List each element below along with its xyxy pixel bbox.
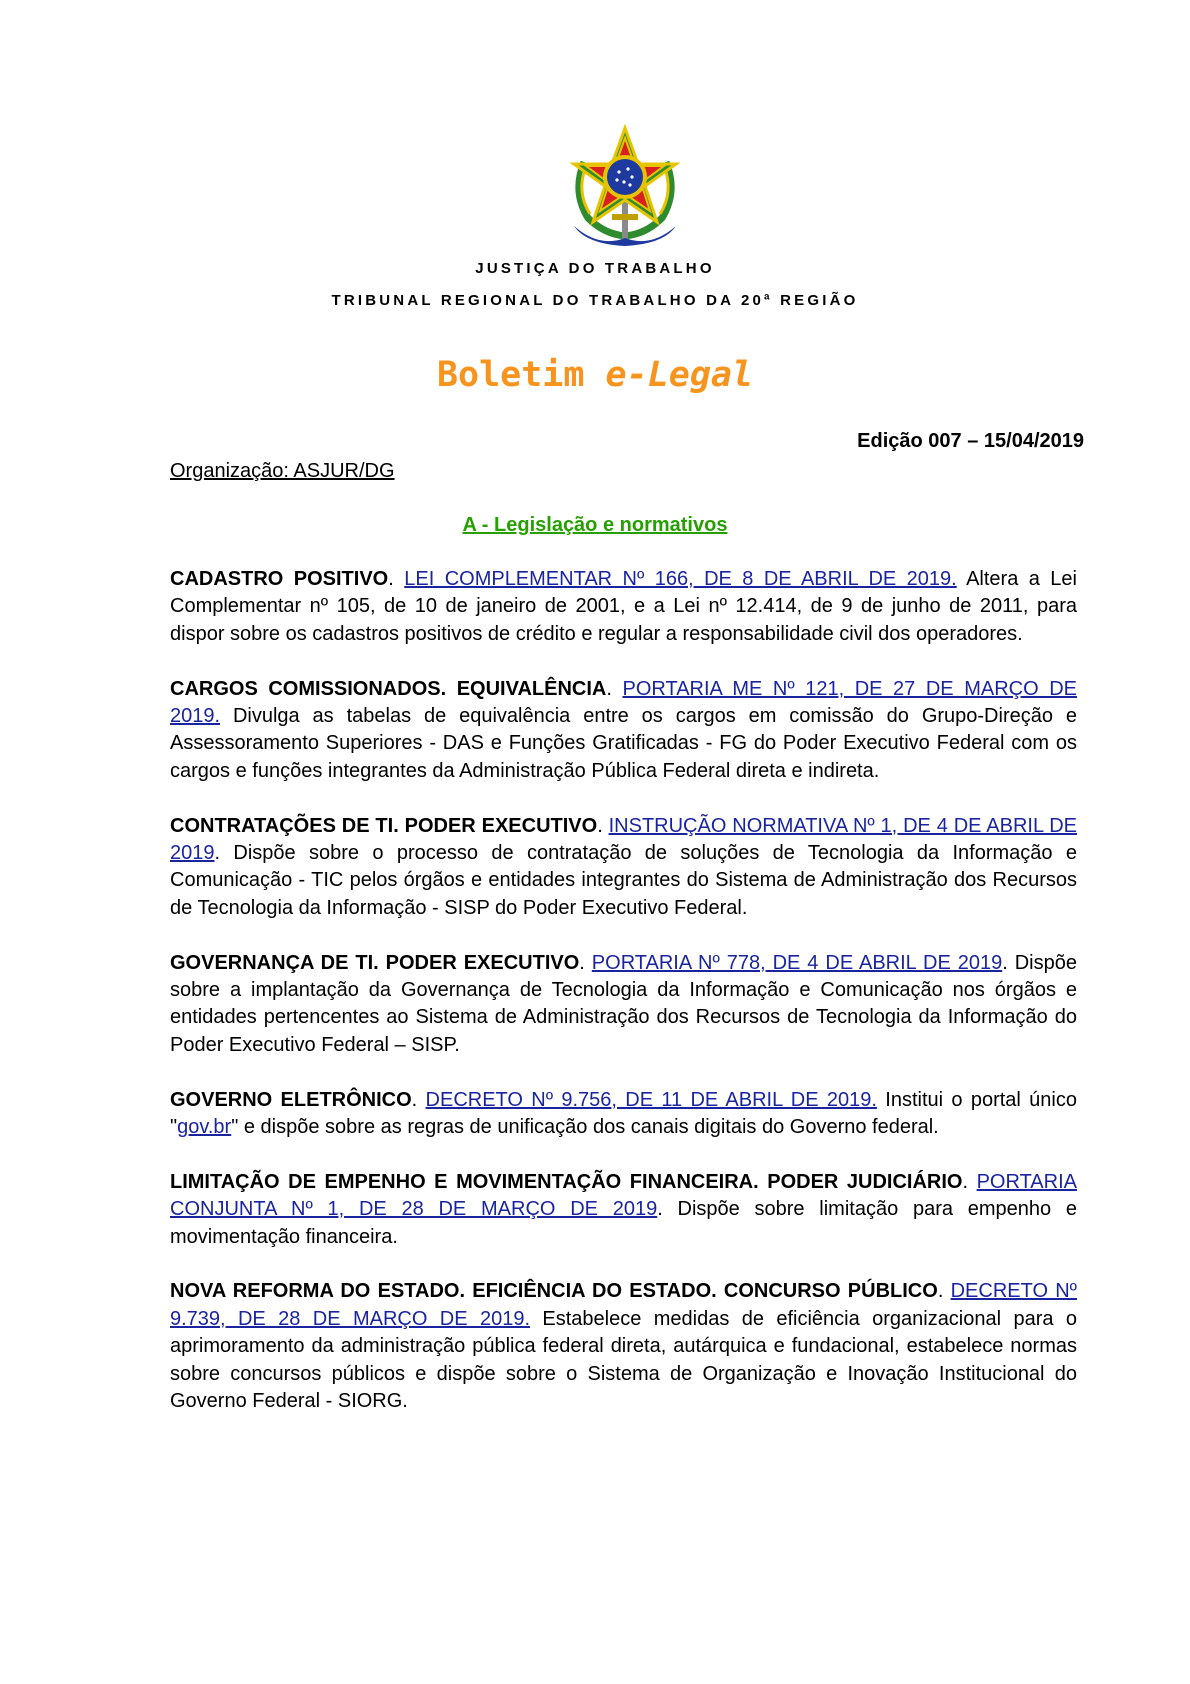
entry-cadastro-positivo: [170, 566, 1077, 648]
entry-topic: NOVA REFORMA DO ESTADO. EFICIÊNCIA DO ESTADO. CONCURSO PÚBLICO: [170, 1280, 938, 1303]
entry-text: Altera a Lei Complementar nº 105, de 10 de janeiro de 2001, e a Lei nº 12.414, de 9 de junho de 2011, para dispor sobre os cadastros positivos de crédito e regular a responsabilidade civil dos operadores.: [170, 568, 1077, 645]
entry-governanca-ti: [170, 950, 1077, 1060]
entry-topic: LIMITAÇÃO DE EMPENHO E MOVIMENTAÇÃO FINANCEIRA. PODER JUDICIÁRIO: [170, 1170, 963, 1193]
entry-separator: .: [606, 677, 623, 700]
entry-topic: CARGOS COMISSIONADOS. EQUIVALÊNCIA: [170, 677, 607, 700]
entry-link[interactable]: INSTRUÇÃO NORMATIVA Nº 1, DE 4 DE ABRIL DE 2019: [170, 814, 1077, 865]
bulletin-title: [0, 355, 1190, 395]
entry-separator: .: [962, 1170, 977, 1193]
organization-label: Organização: ASJUR/DG: [170, 460, 395, 482]
brazil-coat-of-arms-icon: [564, 122, 686, 250]
entry-topic: GOVERNANÇA DE TI. PODER EXECUTIVO: [170, 951, 580, 974]
entry-separator: .: [579, 951, 592, 974]
entry-topic: CONTRATAÇÕES DE TI. PODER EXECUTIVO: [170, 814, 598, 837]
entry-separator: .: [411, 1088, 426, 1111]
entry-separator: .: [597, 814, 609, 837]
entry-link[interactable]: PORTARIA CONJUNTA Nº 1, DE 28 DE MARÇO DE 2019: [170, 1170, 1077, 1221]
entry-limitacao-empenho: [170, 1169, 1077, 1251]
entry-topic: GOVERNO ELETRÔNICO: [170, 1088, 412, 1111]
entry-link[interactable]: LEI COMPLEMENTAR Nº 166, DE 8 DE ABRIL DE 2019.: [404, 568, 957, 590]
gov-br-link[interactable]: gov.br: [177, 1116, 232, 1139]
entry-contratacoes-ti: [170, 813, 1077, 923]
entry-nova-reforma: [170, 1278, 1077, 1415]
entries-list: [170, 566, 1077, 1443]
header-line-1: JUSTIÇA DO TRABALHO: [475, 260, 715, 277]
entry-link[interactable]: PORTARIA ME Nº 121, DE 27 DE MARÇO DE 2019.: [170, 677, 1078, 728]
entry-text: Institui o portal único ": [170, 1088, 1077, 1139]
entry-text: . Dispõe sobre a implantação da Governança de Tecnologia da Informação e Comunicação nos órgãos e entidades pertencentes ao Sistema de Administração dos Recursos de Tecnologia da Informação do Poder Executivo Federal – SISP.: [170, 951, 1077, 1056]
entry-link[interactable]: DECRETO Nº 9.756, DE 11 DE ABRIL DE 2019.: [425, 1088, 877, 1111]
title-part-1: Boletim: [436, 355, 606, 395]
section-title: A - Legislação e normativos: [462, 514, 728, 536]
entry-text: . Dispõe sobre limitação para empenho e movimentação financeira.: [170, 1198, 1077, 1248]
edition-label: Edição 007 – 15/04/2019: [857, 430, 1084, 452]
entry-link[interactable]: PORTARIA Nº 778, DE 4 DE ABRIL DE 2019: [591, 951, 1003, 974]
entry-text-2: " e dispõe sobre as regras de unificação dos canais digitais do Governo federal.: [231, 1116, 939, 1139]
entry-separator: .: [388, 568, 405, 590]
entry-text: Divulga as tabelas de equivalência entre os cargos em comissão do Grupo-Direção e Assessoramento Superiores - DAS e Funções Gratificadas - FG do Poder Executivo Federal com os cargos e funções integrantes da Administração Pública Federal direta e indireta.: [170, 705, 1077, 782]
title-part-2: e-Legal: [605, 355, 754, 395]
entry-text: Estabelece medidas de eficiência organizacional para o aprimoramento da administração pública federal direta, autárquica e fundacional, estabelece normas sobre concursos públicos e dispõe sobre o Sistema de Organização e Inovação Institucional do Governo Federal - SIORG.: [170, 1307, 1077, 1413]
entry-cargos-comissionados: [170, 676, 1077, 786]
entry-governo-eletronico: [170, 1087, 1077, 1142]
entry-separator: .: [937, 1280, 951, 1303]
entry-text: . Dispõe sobre o processo de contratação de soluções de Tecnologia da Informação e Comunicação - TIC pelos órgãos e entidades integrantes do Sistema de Administração dos Recursos de Tecnologia da Informação - SISP do Poder Executivo Federal.: [170, 842, 1077, 919]
entry-link[interactable]: DECRETO Nº 9.739, DE 28 DE MARÇO DE 2019.: [170, 1280, 1077, 1330]
entry-topic: CADASTRO POSITIVO: [170, 568, 389, 590]
header-line-2: TRIBUNAL REGIONAL DO TRABALHO DA 20ª REGIÃO: [331, 292, 859, 309]
